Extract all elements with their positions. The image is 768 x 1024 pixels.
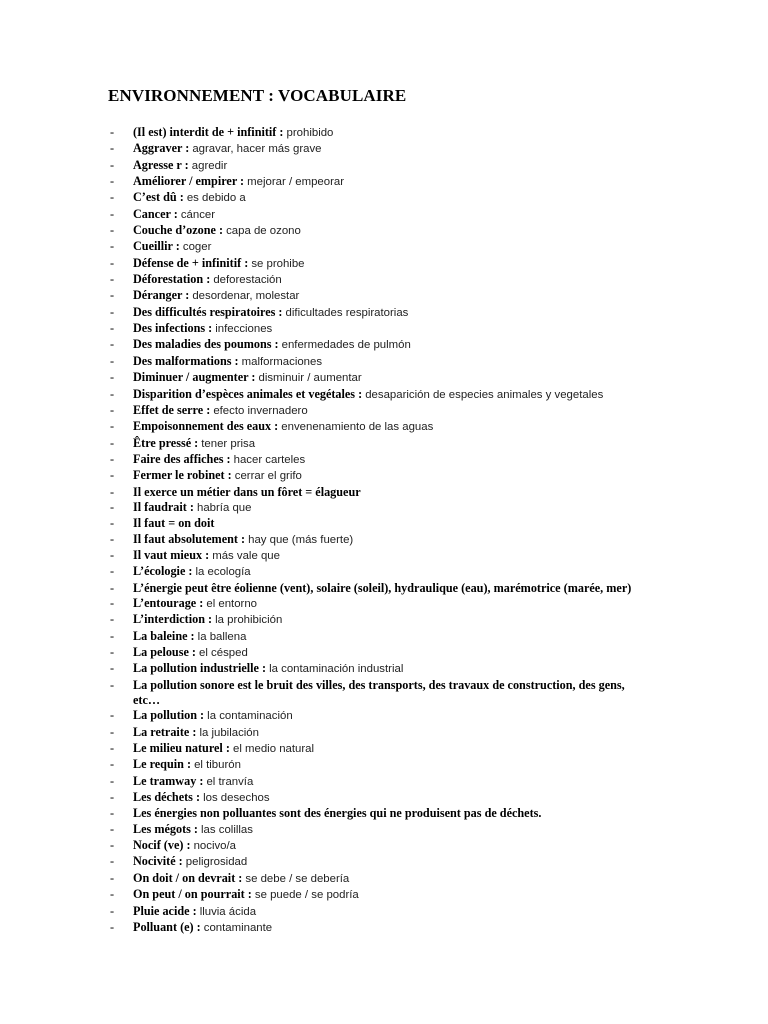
list-bullet: - bbox=[110, 854, 115, 869]
list-item bbox=[108, 272, 638, 288]
list-bullet: - bbox=[110, 645, 115, 659]
vocab-term: L’écologie : bbox=[133, 564, 193, 579]
vocab-term: Cancer : bbox=[133, 206, 178, 221]
list-bullet: - bbox=[110, 190, 115, 205]
vocab-term: Nocif (ve) : bbox=[133, 838, 191, 853]
list-bullet: - bbox=[110, 595, 115, 610]
vocab-term: Effet de serre : bbox=[133, 402, 211, 417]
vocab-translation: desordenar, molestar bbox=[192, 290, 300, 303]
list-item bbox=[108, 141, 638, 157]
list-bullet: - bbox=[110, 419, 115, 434]
list-item bbox=[108, 629, 638, 645]
document-title: ENVIRONNEMENT : VOCABULAIRE bbox=[108, 86, 407, 105]
list-item bbox=[108, 387, 638, 403]
vocab-translation: hay que (más fuerte) bbox=[248, 533, 354, 546]
list-item bbox=[108, 370, 638, 386]
list-item bbox=[108, 887, 638, 903]
list-bullet: - bbox=[110, 564, 115, 579]
vocab-translation: capa de ozono bbox=[226, 225, 301, 238]
vocab-translation: peligrosidad bbox=[185, 856, 248, 869]
list-item bbox=[108, 612, 638, 628]
list-bullet: - bbox=[110, 821, 115, 836]
list-item bbox=[108, 757, 638, 773]
list-bullet: - bbox=[110, 353, 115, 368]
vocab-translation: malformaciones bbox=[241, 355, 323, 368]
vocab-translation: la contaminación industrial bbox=[269, 663, 404, 676]
list-bullet: - bbox=[110, 402, 115, 417]
vocab-translation: el césped bbox=[199, 647, 248, 659]
vocab-translation: el medio natural bbox=[232, 743, 315, 756]
list-item bbox=[108, 337, 638, 353]
vocab-term: L’entourage : bbox=[133, 595, 204, 610]
list-bullet: - bbox=[110, 661, 115, 676]
vocab-term: La retraite : bbox=[133, 724, 197, 739]
list-bullet: - bbox=[110, 141, 115, 156]
list-item bbox=[108, 288, 638, 304]
list-bullet: - bbox=[110, 321, 115, 336]
vocab-translation: cáncer bbox=[180, 208, 216, 221]
vocab-term: Le milieu naturel : bbox=[133, 741, 230, 756]
list-bullet: - bbox=[110, 272, 115, 287]
vocab-translation: las colillas bbox=[201, 823, 253, 836]
vocab-translation: cerrar el grifo bbox=[234, 470, 302, 483]
list-bullet: - bbox=[110, 838, 115, 853]
list-item bbox=[108, 354, 638, 370]
vocab-term: Les énergies non polluantes sont des énergies qui ne produisent pas de déchets. bbox=[133, 806, 542, 821]
list-item bbox=[108, 548, 638, 564]
list-item bbox=[108, 854, 638, 870]
vocab-translation: efecto invernadero bbox=[213, 404, 308, 417]
list-bullet: - bbox=[110, 370, 115, 385]
vocab-term: Pluie acide : bbox=[133, 903, 197, 918]
list-bullet: - bbox=[110, 337, 115, 352]
list-bullet: - bbox=[110, 531, 115, 546]
vocab-translation: habría que bbox=[196, 501, 252, 514]
list-item bbox=[108, 725, 638, 741]
vocab-term: Agresse r : bbox=[133, 157, 189, 172]
vocab-translation: los desechos bbox=[203, 792, 270, 805]
list-bullet: - bbox=[110, 288, 115, 303]
vocab-term: La baleine : bbox=[133, 628, 195, 643]
vocab-term: Il faut absolutement : bbox=[133, 531, 246, 546]
list-bullet: - bbox=[110, 806, 115, 821]
list-bullet: - bbox=[110, 516, 115, 531]
vocab-translation: tener prisa bbox=[201, 437, 256, 450]
list-bullet: - bbox=[110, 304, 115, 319]
list-bullet: - bbox=[110, 887, 115, 902]
list-item bbox=[108, 871, 638, 887]
vocab-term: Améliorer / empirer : bbox=[133, 174, 245, 189]
list-item bbox=[108, 838, 638, 854]
vocab-translation: el entorno bbox=[206, 597, 258, 610]
list-item bbox=[108, 790, 638, 806]
list-item bbox=[108, 822, 638, 838]
vocab-translation: desaparición de especies animales y vegetales bbox=[365, 388, 604, 401]
list-item bbox=[108, 174, 638, 190]
list-item bbox=[108, 596, 638, 612]
list-bullet: - bbox=[110, 174, 115, 189]
list-item bbox=[108, 532, 638, 548]
list-bullet: - bbox=[110, 919, 115, 934]
list-item bbox=[108, 904, 638, 920]
vocab-term: L’interdiction : bbox=[133, 612, 213, 627]
vocab-term: Défense de + infinitif : bbox=[133, 255, 249, 270]
vocab-term: Couche d’ozone : bbox=[133, 223, 224, 238]
vocab-translation: prohibido bbox=[286, 127, 334, 139]
list-bullet: - bbox=[110, 435, 115, 450]
vocab-translation: infecciones bbox=[215, 323, 273, 336]
vocab-translation: la ballena bbox=[197, 630, 247, 643]
list-item bbox=[108, 207, 638, 223]
vocab-term: Disparition d’espèces animales et vegétales : bbox=[133, 386, 363, 401]
vocab-translation: dificultades respiratorias bbox=[285, 306, 409, 319]
list-bullet: - bbox=[110, 206, 115, 221]
vocab-term: Les déchets : bbox=[133, 790, 201, 805]
vocab-term: Déforestation : bbox=[133, 272, 211, 287]
vocab-term: Empoisonnement des eaux : bbox=[133, 419, 279, 434]
vocab-translation: el tiburón bbox=[194, 759, 241, 772]
list-bullet: - bbox=[110, 870, 115, 885]
list-item bbox=[108, 920, 638, 936]
vocab-translation: la contaminación bbox=[207, 710, 293, 723]
list-item bbox=[108, 239, 638, 255]
list-bullet: - bbox=[110, 757, 115, 772]
vocab-translation: mejorar / empeorar bbox=[247, 176, 345, 189]
vocab-term: On doit / on devrait : bbox=[133, 870, 243, 885]
vocab-term: Il faudrait : bbox=[133, 499, 194, 514]
list-bullet: - bbox=[110, 499, 115, 514]
list-bullet: - bbox=[110, 708, 115, 723]
vocab-translation: agredir bbox=[191, 159, 228, 172]
list-item bbox=[108, 678, 638, 709]
vocab-translation: nocivo/a bbox=[193, 840, 237, 853]
vocab-term: Des infections : bbox=[133, 321, 213, 336]
list-item bbox=[108, 452, 638, 468]
list-item bbox=[108, 419, 638, 435]
list-bullet: - bbox=[110, 773, 115, 788]
list-item bbox=[108, 305, 638, 321]
vocab-term: Des maladies des poumons : bbox=[133, 337, 279, 352]
vocab-translation: lluvia ácida bbox=[199, 905, 257, 918]
vocab-term: La pollution sonore est le bruit des villes, des transports, des travaux de construction, des gens, etc… bbox=[133, 677, 625, 708]
vocab-translation: se puede / se podría bbox=[254, 889, 359, 902]
list-bullet: - bbox=[110, 790, 115, 805]
vocab-translation: la prohibición bbox=[215, 614, 283, 627]
list-item bbox=[108, 158, 638, 174]
list-bullet: - bbox=[110, 724, 115, 739]
vocab-term: Nocivité : bbox=[133, 854, 183, 869]
vocab-translation: la jubilación bbox=[199, 726, 259, 739]
vocab-translation: envenenamiento de las aguas bbox=[281, 421, 434, 434]
list-bullet: - bbox=[110, 223, 115, 238]
list-item bbox=[108, 581, 638, 596]
list-bullet: - bbox=[110, 125, 115, 139]
list-item bbox=[108, 125, 638, 141]
vocab-term: La pollution : bbox=[133, 708, 205, 723]
vocab-translation: contaminante bbox=[203, 921, 273, 934]
vocab-term: Les mégots : bbox=[133, 821, 198, 836]
vocab-term: Polluant (e) : bbox=[133, 919, 201, 934]
list-item bbox=[108, 403, 638, 419]
list-bullet: - bbox=[110, 677, 115, 692]
vocab-translation: se debe / se debería bbox=[245, 872, 350, 885]
list-bullet: - bbox=[110, 484, 115, 499]
list-item bbox=[108, 741, 638, 757]
list-item bbox=[108, 708, 638, 724]
vocab-translation: deforestación bbox=[213, 274, 282, 287]
vocab-term: Il exerce un métier dans un fôret = élagueur bbox=[133, 484, 361, 499]
vocab-translation: hacer carteles bbox=[233, 453, 306, 466]
vocab-term: Le tramway : bbox=[133, 773, 204, 788]
list-item bbox=[108, 436, 638, 452]
list-item bbox=[108, 645, 638, 661]
list-bullet: - bbox=[110, 628, 115, 643]
vocabulary-list bbox=[108, 125, 638, 936]
list-item bbox=[108, 256, 638, 272]
vocab-term: Être pressé : bbox=[133, 435, 199, 450]
list-item bbox=[108, 223, 638, 239]
list-item bbox=[108, 500, 638, 516]
list-bullet: - bbox=[110, 451, 115, 466]
list-bullet: - bbox=[110, 386, 115, 401]
list-item bbox=[108, 516, 638, 531]
list-item bbox=[108, 774, 638, 790]
list-bullet: - bbox=[110, 547, 115, 562]
vocab-term: Aggraver : bbox=[133, 141, 190, 156]
vocab-term: (Il est) interdit de + infinitif : bbox=[133, 125, 284, 139]
list-bullet: - bbox=[110, 903, 115, 918]
vocab-translation: más vale que bbox=[212, 549, 280, 562]
vocab-term: L’énergie peut être éolienne (vent), solaire (soleil), hydraulique (eau), marémotrice (marée, mer) bbox=[133, 580, 632, 595]
vocab-term: Faire des affiches : bbox=[133, 451, 231, 466]
list-bullet: - bbox=[110, 239, 115, 254]
list-bullet: - bbox=[110, 741, 115, 756]
list-bullet: - bbox=[110, 612, 115, 627]
list-bullet: - bbox=[110, 157, 115, 172]
list-item bbox=[108, 468, 638, 484]
vocab-term: Déranger : bbox=[133, 288, 190, 303]
vocab-term: Il vaut mieux : bbox=[133, 547, 210, 562]
vocab-term: Il faut = on doit bbox=[133, 516, 215, 531]
vocab-translation: el tranvía bbox=[206, 775, 254, 788]
list-item bbox=[108, 190, 638, 206]
vocab-term: Fermer le robinet : bbox=[133, 468, 232, 483]
list-bullet: - bbox=[110, 468, 115, 483]
vocab-translation: disminuir / aumentar bbox=[258, 372, 362, 385]
vocab-term: La pelouse : bbox=[133, 645, 196, 659]
list-item bbox=[108, 485, 638, 500]
list-bullet: - bbox=[110, 255, 115, 270]
list-item bbox=[108, 321, 638, 337]
list-item bbox=[108, 661, 638, 677]
vocab-term: La pollution industrielle : bbox=[133, 661, 267, 676]
list-item bbox=[108, 806, 638, 821]
list-bullet: - bbox=[110, 580, 115, 595]
vocab-translation: agravar, hacer más grave bbox=[192, 143, 322, 156]
vocab-translation: la ecología bbox=[195, 566, 251, 579]
vocab-translation: coger bbox=[182, 241, 212, 254]
list-item bbox=[108, 564, 638, 580]
vocab-term: Diminuer / augmenter : bbox=[133, 370, 256, 385]
vocab-translation: se prohibe bbox=[251, 257, 305, 270]
vocab-term: Le requin : bbox=[133, 757, 192, 772]
vocab-term: C’est dû : bbox=[133, 190, 184, 205]
vocab-translation: es debido a bbox=[186, 192, 246, 205]
vocab-term: On peut / on pourrait : bbox=[133, 887, 252, 902]
vocab-term: Des malformations : bbox=[133, 353, 239, 368]
vocab-translation: enfermedades de pulmón bbox=[281, 339, 411, 352]
vocab-term: Des difficultés respiratoires : bbox=[133, 304, 283, 319]
vocab-term: Cueillir : bbox=[133, 239, 180, 254]
